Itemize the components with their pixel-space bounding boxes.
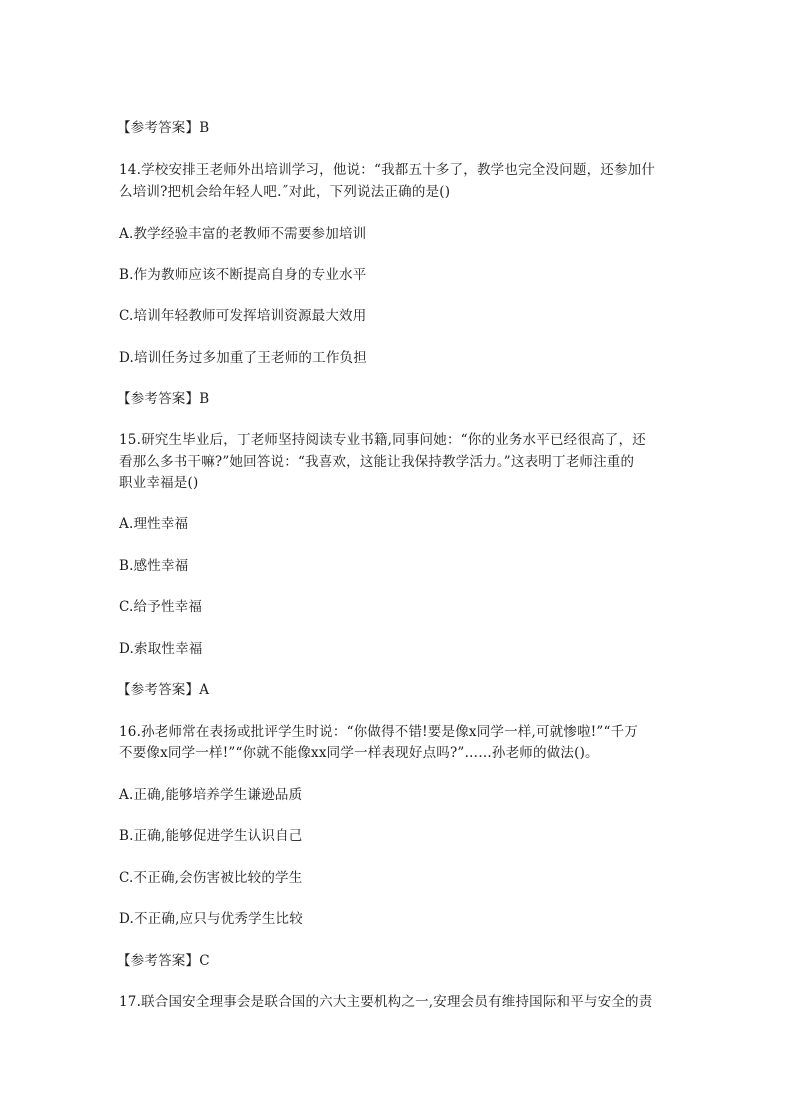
- question-15-option-a: A.理性幸福: [119, 516, 189, 532]
- question-16-option-a: A.正确,能够培养学生谦逊品质: [119, 787, 303, 803]
- question-15-line-3: 职业幸福是(): [119, 475, 199, 491]
- question-16-option-d: D.不正确,应只与优秀学生比较: [119, 911, 303, 927]
- question-14-line-1: 14.学校安排王老师外出培训学习，他说：“我都五十多了，教学也完全没问题，还参加什: [119, 162, 656, 178]
- question-16-option-b: B.正确,能够促进学生认识自己: [119, 828, 303, 844]
- question-15-line-2: 看那么多书干嘛?”她回答说：“我喜欢，这能让我保持教学活力。”这表明丁老师注重的: [119, 454, 635, 470]
- answer-label-13: 【参考答案】B: [117, 120, 210, 136]
- question-16-line-1: 16.孙老师常在表扬或批评学生时说：“你做得不错!要是像x同学一样,可就惨啦!”“千万: [119, 724, 639, 740]
- question-15-line-1: 15.研究生毕业后，丁老师坚持阅读专业书籍,同事问她：“你的业务水平已经很高了，还: [119, 432, 646, 448]
- question-17-line-1: 17.联合国安全理事会是联合国的六大主要机构之一,安理会员有维持国际和平与安全的责: [119, 994, 653, 1010]
- question-16-option-c: C.不正确,会伤害被比较的学生: [119, 870, 303, 886]
- question-14-option-d: D.培训任务过多加重了王老师的工作负担: [119, 350, 367, 366]
- question-15-option-d: D.索取性幸福: [119, 641, 203, 657]
- answer-label-16: 【参考答案】C: [117, 953, 210, 969]
- answer-label-14: 【参考答案】B: [117, 391, 210, 407]
- question-15-option-c: C.给予性幸福: [119, 599, 203, 615]
- question-14-option-b: B.作为教师应该不断提高自身的专业水平: [119, 267, 367, 283]
- question-16-line-2: 不要像x同学一样!”“你就不能像xx同学一样表现好点吗?”……孙老师的做法()。: [119, 745, 599, 761]
- question-14-line-2: 么培训?把机会给年轻人吧.˝对此，下列说法正确的是(): [119, 184, 451, 200]
- answer-label-15: 【参考答案】A: [117, 682, 210, 698]
- question-14-option-a: A.教学经验丰富的老教师不需要参加培训: [119, 226, 367, 242]
- question-15-option-b: B.感性幸福: [119, 558, 189, 574]
- question-14-option-c: C.培训年轻教师可发挥培训资源最大效用: [119, 308, 367, 324]
